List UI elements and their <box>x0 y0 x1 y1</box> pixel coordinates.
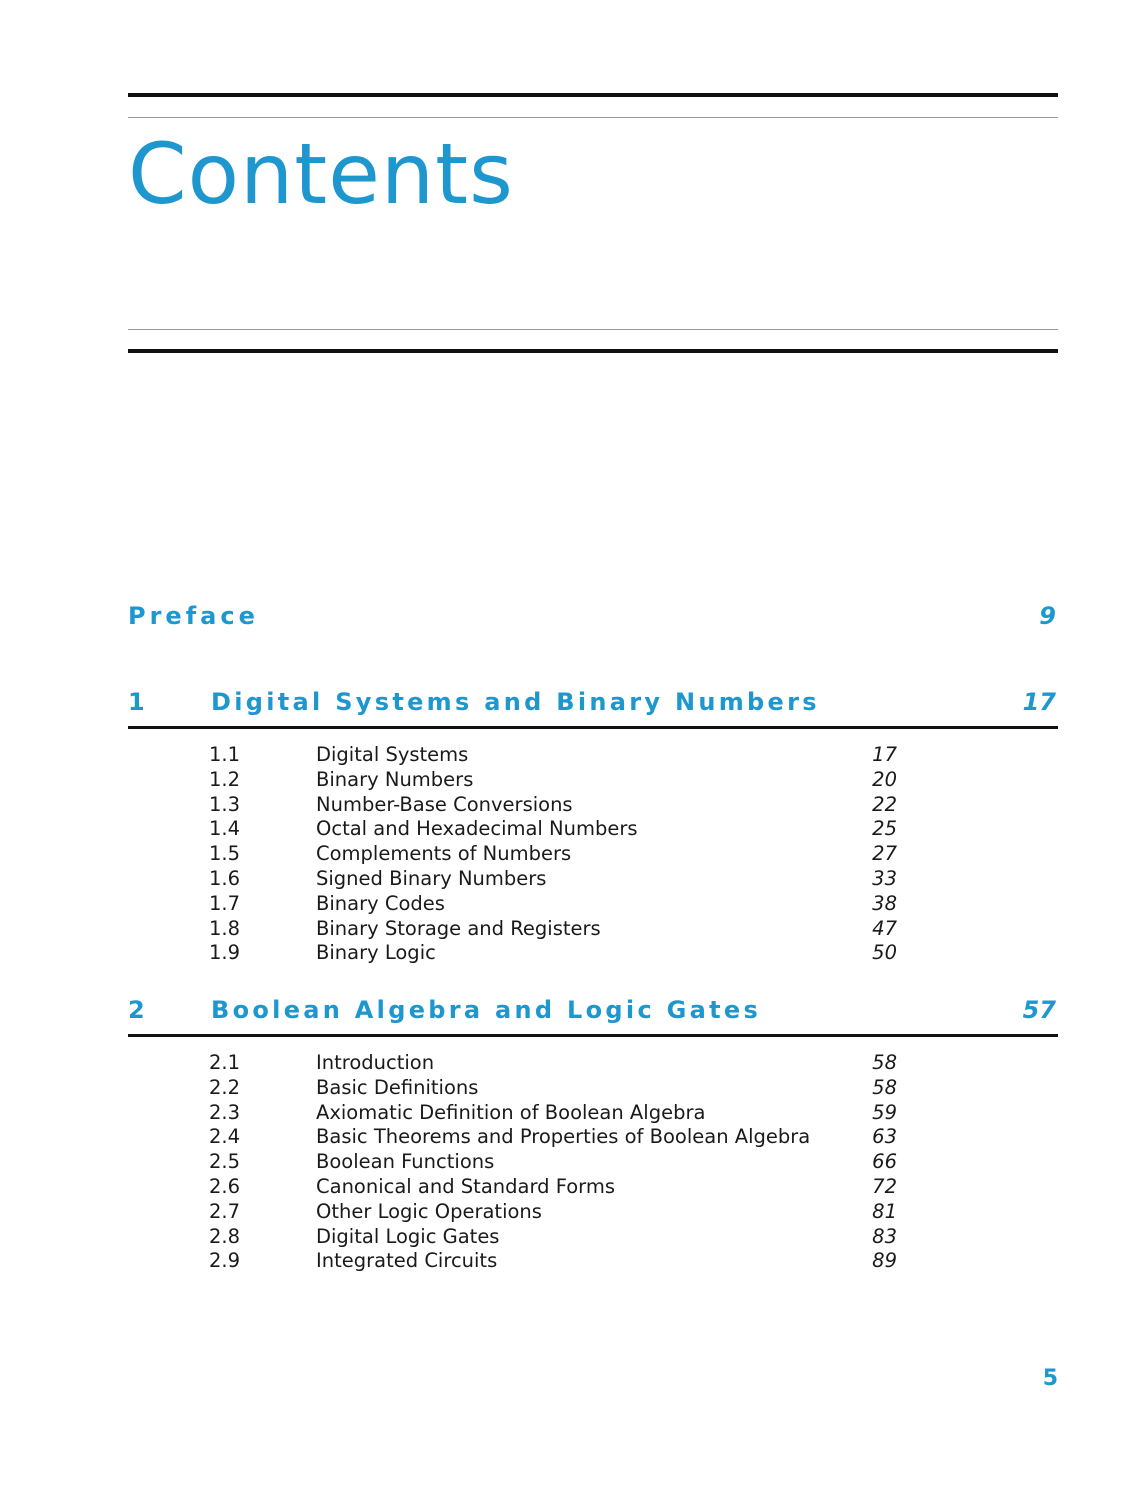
section-list <box>128 743 1058 966</box>
header-rule-top-thin <box>128 117 1058 118</box>
section-title: Binary Logic <box>316 941 436 965</box>
section-number: 1.9 <box>209 941 241 965</box>
section-page: 83 <box>872 1224 897 1248</box>
page-title: Contents <box>128 125 514 223</box>
section-page: 47 <box>872 916 897 940</box>
section-number: 1.2 <box>209 767 241 791</box>
section-page: 72 <box>872 1174 897 1198</box>
section-number: 2.6 <box>209 1174 241 1198</box>
chapter-number: 2 <box>128 996 145 1024</box>
chapter-1 <box>128 688 1058 966</box>
section-number: 2.5 <box>209 1150 241 1174</box>
section-row[interactable] <box>128 867 1058 892</box>
section-page: 66 <box>872 1150 897 1174</box>
section-page: 22 <box>872 792 897 816</box>
section-number: 2.3 <box>209 1100 241 1124</box>
section-page: 17 <box>872 743 897 766</box>
chapter-title: Boolean Algebra and Logic Gates <box>211 996 762 1024</box>
section-row[interactable] <box>128 917 1058 942</box>
section-title: Other Logic Operations <box>316 1199 542 1223</box>
section-number: 2.8 <box>209 1224 241 1248</box>
section-number: 2.1 <box>209 1051 241 1074</box>
section-page: 25 <box>872 817 897 841</box>
section-row[interactable] <box>128 1076 1058 1101</box>
section-title: Basic Theorems and Properties of Boolean Algebra <box>316 1125 811 1149</box>
section-title: Basic Definitions <box>316 1075 479 1099</box>
section-title: Complements of Numbers <box>316 842 572 866</box>
section-row[interactable] <box>128 1175 1058 1200</box>
section-page: 38 <box>872 891 897 915</box>
section-number: 2.7 <box>209 1199 241 1223</box>
section-title: Axiomatic Definition of Boolean Algebra <box>316 1100 706 1124</box>
header-rule-bottom-thin <box>128 329 1058 330</box>
section-page: 89 <box>872 1249 897 1273</box>
section-page: 59 <box>872 1100 897 1124</box>
preface-page: 9 <box>1039 602 1056 630</box>
chapter-number: 1 <box>128 688 145 716</box>
chapter-page: 57 <box>1022 996 1056 1024</box>
section-row[interactable] <box>128 793 1058 818</box>
preface-entry[interactable] <box>128 602 1058 634</box>
section-title: Octal and Hexadecimal Numbers <box>316 817 638 841</box>
section-page: 27 <box>872 842 897 866</box>
page-number: 5 <box>1042 1366 1058 1391</box>
section-number: 1.3 <box>209 792 241 816</box>
chapter-heading[interactable] <box>128 996 1058 1034</box>
section-title: Binary Codes <box>316 891 445 915</box>
section-number: 2.9 <box>209 1249 241 1273</box>
chapter-page: 17 <box>1022 688 1056 716</box>
section-number: 1.6 <box>209 866 241 890</box>
section-title: Digital Systems <box>316 743 469 766</box>
section-row[interactable] <box>128 842 1058 867</box>
section-page: 33 <box>872 866 897 890</box>
section-number: 1.4 <box>209 817 241 841</box>
section-row[interactable] <box>128 817 1058 842</box>
section-row[interactable] <box>128 892 1058 917</box>
section-title: Integrated Circuits <box>316 1249 498 1273</box>
section-page: 50 <box>872 941 897 965</box>
section-row[interactable] <box>128 1225 1058 1250</box>
section-page: 58 <box>872 1075 897 1099</box>
section-title: Introduction <box>316 1051 435 1074</box>
section-row[interactable] <box>128 941 1058 966</box>
section-row[interactable] <box>128 1150 1058 1175</box>
section-number: 2.4 <box>209 1125 241 1149</box>
chapter-2 <box>128 996 1058 1274</box>
section-number: 2.2 <box>209 1075 241 1099</box>
section-row[interactable] <box>128 1101 1058 1126</box>
section-list <box>128 1051 1058 1274</box>
chapter-rule <box>128 1034 1058 1037</box>
chapter-title: Digital Systems and Binary Numbers <box>211 688 820 716</box>
section-title: Digital Logic Gates <box>316 1224 500 1248</box>
section-title: Binary Numbers <box>316 767 474 791</box>
header-rule-top <box>128 93 1058 97</box>
section-title: Canonical and Standard Forms <box>316 1174 615 1198</box>
section-row[interactable] <box>128 743 1058 768</box>
section-title: Boolean Functions <box>316 1150 495 1174</box>
section-page: 81 <box>872 1199 897 1223</box>
section-row[interactable] <box>128 1200 1058 1225</box>
section-row[interactable] <box>128 1051 1058 1076</box>
section-number: 1.8 <box>209 916 241 940</box>
preface-label: Preface <box>128 602 259 630</box>
section-page: 58 <box>872 1051 897 1074</box>
section-page: 63 <box>872 1125 897 1149</box>
section-number: 1.1 <box>209 743 241 766</box>
section-number: 1.7 <box>209 891 241 915</box>
section-title: Signed Binary Numbers <box>316 866 547 890</box>
section-row[interactable] <box>128 1125 1058 1150</box>
section-number: 1.5 <box>209 842 241 866</box>
section-row[interactable] <box>128 768 1058 793</box>
section-title: Number-Base Conversions <box>316 792 573 816</box>
section-page: 20 <box>872 767 897 791</box>
chapter-heading[interactable] <box>128 688 1058 726</box>
section-title: Binary Storage and Registers <box>316 916 601 940</box>
section-row[interactable] <box>128 1249 1058 1274</box>
header-rule-bottom <box>128 349 1058 353</box>
chapter-rule <box>128 726 1058 729</box>
